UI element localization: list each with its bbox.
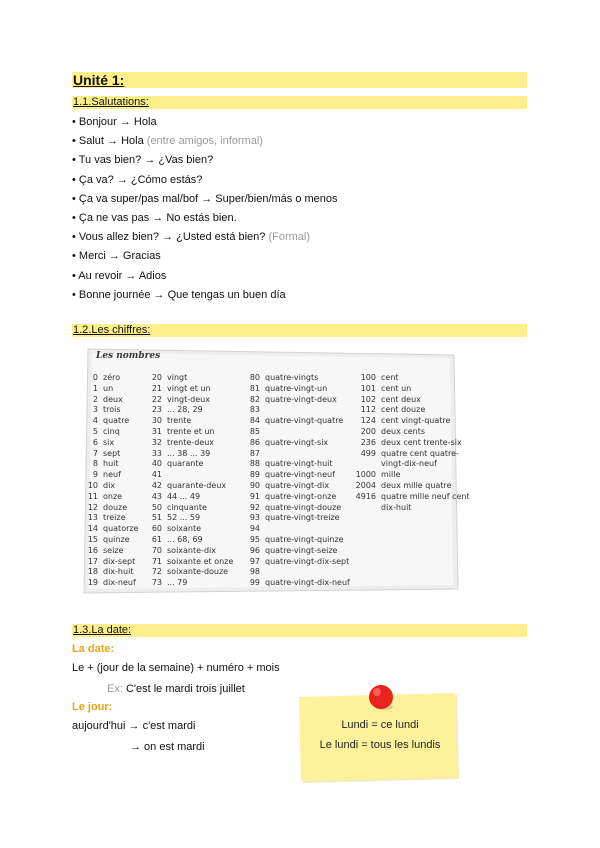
- number-word: quatre-vingt-neuf: [265, 470, 335, 480]
- number-word: soixante: [167, 524, 202, 534]
- salutation-item: [72, 192, 338, 206]
- jour-line-2: → on est mardi: [130, 741, 205, 753]
- number-row: [354, 481, 470, 492]
- number-digit: 89: [249, 470, 260, 480]
- number-row: [244, 492, 350, 503]
- section-heading-date: 1.3.La date:: [72, 624, 527, 637]
- number-digit: 236: [360, 437, 376, 447]
- number-row: [148, 503, 233, 514]
- number-row: [148, 535, 233, 546]
- number-row: [148, 524, 233, 535]
- number-word: 52 ... 59: [167, 513, 201, 523]
- number-word: huit: [103, 459, 119, 469]
- number-row: [354, 384, 470, 395]
- number-row: [244, 384, 350, 395]
- number-word: quatre-vingt-douze: [265, 502, 342, 512]
- number-row: [244, 546, 350, 557]
- number-row: [148, 470, 233, 481]
- number-row: [244, 513, 350, 524]
- number-word: treize: [103, 513, 126, 523]
- number-word: quatre-vingt-onze: [265, 491, 337, 501]
- number-digit: 80: [249, 373, 260, 382]
- number-digit: 73: [151, 578, 162, 588]
- le-jour-label: Le jour:: [72, 701, 113, 713]
- number-row: [148, 459, 233, 470]
- number-word: quatre-vingt-quatre: [265, 416, 344, 426]
- salutation-text: • Ça va super/pas mal/bof → Super/bien/más o menos: [72, 192, 338, 205]
- number-digit: 70: [151, 545, 162, 555]
- numbers-column-2: [148, 373, 233, 589]
- number-row: [82, 503, 139, 514]
- number-row: [148, 405, 233, 416]
- number-row: [354, 405, 470, 416]
- number-digit: 2: [92, 394, 98, 404]
- la-date-label: La date:: [72, 643, 115, 655]
- number-word: vingt: [167, 373, 188, 382]
- number-word: deux: [103, 394, 123, 404]
- salutation-text: • Bonjour → Hola: [72, 116, 157, 128]
- numbers-column-4: [354, 373, 470, 513]
- salutation-item: [72, 115, 157, 129]
- jour-line-1: aujourd'hui → c'est mardi: [72, 720, 196, 732]
- number-row: [148, 567, 233, 578]
- number-digit: 13: [87, 513, 98, 523]
- number-word: quatre cent quatre-: [381, 448, 459, 458]
- number-word: cinquante: [167, 502, 207, 512]
- number-digit: 83: [249, 405, 260, 415]
- number-word: quatre-vingt-six: [265, 437, 329, 447]
- date-formula: Le + (jour de la semaine) + numéro + mois: [72, 662, 280, 674]
- salutation-text: • Tu vas bien? → ¿Vas bien?: [72, 154, 214, 167]
- number-digit: 3: [92, 405, 98, 415]
- number-row: [82, 578, 139, 589]
- number-word: zéro: [103, 373, 121, 382]
- number-word: ... 28, 29: [167, 405, 203, 415]
- number-word: deux cents: [381, 426, 426, 436]
- number-digit: 102: [360, 394, 376, 404]
- number-row: [354, 503, 470, 514]
- number-row: [82, 492, 139, 503]
- number-row: [82, 395, 139, 406]
- number-row: [244, 578, 350, 589]
- number-word: cent douze: [381, 405, 426, 415]
- number-row: [148, 513, 233, 524]
- number-digit: 60: [151, 524, 162, 534]
- number-digit: 72: [151, 567, 162, 577]
- number-digit: 101: [360, 383, 376, 393]
- salutation-item: [72, 134, 263, 148]
- number-word: quatre-vingt-treize: [265, 513, 340, 523]
- number-row: [354, 416, 470, 427]
- number-word: dix-huit: [381, 502, 412, 512]
- number-digit: 19: [87, 578, 98, 588]
- number-digit: 23: [151, 405, 162, 415]
- number-row: [82, 513, 139, 524]
- number-row: [244, 416, 350, 427]
- number-digit: 87: [249, 448, 260, 458]
- number-row: [244, 427, 350, 438]
- number-row: [82, 384, 139, 395]
- number-row: [148, 578, 233, 589]
- number-digit: 17: [87, 556, 98, 566]
- number-digit: 6: [92, 437, 98, 447]
- number-word: ... 38 ... 39: [167, 448, 211, 458]
- number-row: [148, 481, 233, 492]
- number-word: cent: [381, 373, 399, 382]
- section-heading-salutations: 1.1.Salutations:: [72, 96, 527, 109]
- salutation-item: [72, 269, 166, 283]
- number-digit: 82: [249, 394, 260, 404]
- number-digit: 42: [151, 480, 162, 490]
- number-row: [354, 395, 470, 406]
- number-row: [244, 535, 350, 546]
- number-digit: 20: [151, 373, 162, 382]
- number-word: trente: [167, 416, 192, 426]
- number-word: vingt-deux: [167, 394, 210, 404]
- number-row: [354, 459, 470, 470]
- sticky-note: [299, 693, 461, 785]
- number-row: [148, 373, 233, 384]
- number-digit: 98: [249, 567, 260, 577]
- number-word: dix-sept: [103, 556, 136, 566]
- number-digit: 85: [249, 426, 260, 436]
- number-digit: 91: [249, 491, 260, 501]
- number-digit: 94: [249, 524, 260, 534]
- number-digit: 9: [92, 470, 98, 480]
- sticky-line-1: Lundi = ce lundi: [341, 719, 419, 731]
- number-row: [244, 395, 350, 406]
- number-digit: 31: [151, 426, 162, 436]
- number-digit: 41: [151, 470, 162, 480]
- number-word: douze: [103, 502, 128, 512]
- number-row: [244, 567, 350, 578]
- salutation-note: (Formal): [265, 231, 311, 244]
- number-row: [354, 438, 470, 449]
- number-row: [82, 567, 139, 578]
- salutation-text: • Vous allez bien? → ¿Usted está bien?: [72, 231, 266, 244]
- number-word: soixante-douze: [167, 567, 229, 577]
- number-word: 44 ... 49: [167, 491, 201, 501]
- number-digit: 1000: [355, 470, 376, 480]
- salutation-note: (entre amigos, informal): [143, 135, 263, 148]
- number-word: cent deux: [381, 394, 421, 404]
- number-word: quatre-vingt-huit: [265, 459, 333, 469]
- number-row: [354, 373, 470, 384]
- number-digit: 16: [87, 545, 98, 555]
- number-digit: 71: [151, 556, 162, 566]
- salutation-item: [72, 288, 286, 302]
- number-digit: 88: [249, 459, 260, 469]
- salutation-text: • Bonne journée → Que tengas un buen día: [72, 288, 286, 301]
- section-heading-chiffres: 1.2.Les chiffres:: [72, 324, 527, 337]
- number-digit: 4: [92, 416, 98, 426]
- number-word: quatre-vingt-un: [265, 383, 328, 393]
- number-word: cent vingt-quatre: [381, 416, 451, 426]
- number-digit: 61: [151, 534, 162, 544]
- number-row: [148, 427, 233, 438]
- number-row: [244, 449, 350, 460]
- number-digit: 4916: [355, 491, 376, 501]
- numbers-column-1: [82, 373, 139, 589]
- number-row: [82, 459, 139, 470]
- number-word: cinq: [103, 426, 120, 436]
- number-word: quatre-vingt-quinze: [265, 534, 344, 544]
- number-digit: 95: [249, 534, 260, 544]
- numbers-column-3: [244, 373, 350, 589]
- number-word: trois: [103, 405, 121, 415]
- number-word: dix-neuf: [103, 578, 136, 588]
- number-word: soixante et onze: [167, 556, 234, 566]
- number-row: [244, 373, 350, 384]
- number-word: deux mille quatre: [381, 480, 452, 490]
- number-digit: 100: [360, 373, 376, 382]
- number-digit: 86: [249, 437, 260, 447]
- number-row: [82, 535, 139, 546]
- number-digit: 43: [151, 491, 162, 501]
- number-digit: 8: [92, 459, 98, 469]
- number-digit: 90: [249, 480, 260, 490]
- numbers-table: [82, 345, 470, 595]
- number-row: [148, 492, 233, 503]
- number-row: [354, 470, 470, 481]
- salutation-item: [72, 173, 202, 187]
- number-digit: 99: [249, 578, 260, 588]
- salutation-text: • Salut → Hola: [72, 135, 144, 148]
- number-word: quatre mille neuf cent: [381, 491, 470, 501]
- number-row: [82, 470, 139, 481]
- salutation-item: [72, 211, 237, 225]
- salutation-text: • Ça va? → ¿Cómo estás?: [72, 173, 203, 186]
- number-row: [82, 546, 139, 557]
- number-row: [244, 470, 350, 481]
- salutation-text: • Merci → Gracias: [72, 250, 161, 263]
- salutation-item: [72, 153, 213, 167]
- number-word: quarante: [167, 459, 204, 469]
- number-word: quatorze: [103, 524, 139, 534]
- number-word: quatre-vingt-dix: [265, 480, 330, 490]
- number-digit: 21: [151, 383, 162, 393]
- number-word: quarante-deux: [167, 480, 227, 490]
- number-word: sept: [103, 448, 121, 458]
- salutation-text: • Au revoir → Adios: [72, 269, 167, 282]
- number-row: [82, 416, 139, 427]
- number-word: dix: [103, 480, 116, 490]
- number-word: soixante-dix: [167, 545, 216, 555]
- number-digit: 81: [249, 383, 260, 393]
- number-word: quatre: [103, 416, 130, 426]
- number-digit: 5: [92, 426, 98, 436]
- number-digit: 7: [92, 448, 98, 458]
- number-word: dix-huit: [103, 567, 134, 577]
- number-digit: 10: [87, 480, 98, 490]
- number-word: trente-deux: [167, 437, 214, 447]
- number-word: vingt et un: [167, 383, 211, 393]
- number-digit: 40: [151, 459, 162, 469]
- number-word: mille: [381, 470, 401, 480]
- numbers-table-title: Les nombres: [96, 351, 161, 361]
- number-digit: 2004: [355, 480, 376, 490]
- number-row: [148, 416, 233, 427]
- salutation-item: [72, 249, 161, 263]
- number-digit: 51: [151, 513, 162, 523]
- salutation-item: [72, 230, 310, 244]
- number-digit: 18: [87, 567, 98, 577]
- number-row: [244, 524, 350, 535]
- number-digit: 12: [87, 502, 98, 512]
- example-prefix: Ex:: [107, 683, 123, 695]
- number-word: quatre-vingt-dix-neuf: [265, 578, 350, 588]
- number-word: neuf: [103, 470, 121, 480]
- number-word: quinze: [103, 534, 130, 544]
- number-word: seize: [103, 545, 124, 555]
- number-digit: 1: [92, 383, 98, 393]
- number-digit: 124: [360, 416, 376, 426]
- number-row: [354, 427, 470, 438]
- number-row: [354, 449, 470, 460]
- number-row: [244, 503, 350, 514]
- number-digit: 30: [151, 416, 162, 426]
- number-digit: 93: [249, 513, 260, 523]
- number-row: [82, 449, 139, 460]
- number-row: [148, 384, 233, 395]
- number-row: [148, 395, 233, 406]
- number-word: quatre-vingt-seize: [265, 545, 338, 555]
- number-digit: 0: [92, 373, 98, 382]
- number-digit: 499: [360, 448, 376, 458]
- number-row: [148, 557, 233, 568]
- number-row: [244, 405, 350, 416]
- number-digit: 33: [151, 448, 162, 458]
- number-digit: 32: [151, 437, 162, 447]
- number-digit: 112: [360, 405, 376, 415]
- number-digit: 22: [151, 394, 162, 404]
- push-pin-icon: [363, 681, 403, 717]
- number-row: [148, 438, 233, 449]
- number-row: [244, 438, 350, 449]
- number-row: [354, 492, 470, 503]
- number-word: ... 79: [167, 578, 188, 588]
- number-row: [82, 438, 139, 449]
- number-word: six: [103, 437, 115, 447]
- example-text: C'est le mardi trois juillet: [122, 683, 245, 695]
- salutation-text: • Ça ne vas pas → No estás bien.: [72, 212, 237, 224]
- number-word: ... 68, 69: [167, 534, 203, 544]
- unit-title: Unité 1:: [72, 72, 527, 88]
- number-row: [82, 524, 139, 535]
- number-digit: 15: [87, 534, 98, 544]
- number-word: deux cent trente-six: [381, 437, 462, 447]
- number-row: [82, 373, 139, 384]
- number-row: [244, 481, 350, 492]
- number-word: cent un: [381, 383, 412, 393]
- number-word: onze: [103, 491, 123, 501]
- number-word: trente et un: [167, 426, 215, 436]
- number-word: quatre-vingts: [265, 373, 319, 382]
- number-row: [244, 557, 350, 568]
- number-digit: 84: [249, 416, 260, 426]
- number-row: [82, 481, 139, 492]
- number-word: vingt-dix-neuf: [381, 459, 437, 469]
- number-digit: 92: [249, 502, 260, 512]
- number-word: un: [103, 383, 114, 393]
- number-digit: 200: [360, 426, 376, 436]
- number-row: [82, 427, 139, 438]
- number-row: [82, 557, 139, 568]
- number-digit: 96: [249, 545, 260, 555]
- sticky-line-2: Le lundi = tous les lundis: [319, 739, 441, 751]
- number-row: [148, 546, 233, 557]
- number-digit: 50: [151, 502, 162, 512]
- number-digit: 11: [87, 491, 98, 501]
- number-row: [244, 459, 350, 470]
- number-row: [82, 405, 139, 416]
- number-digit: 97: [249, 556, 260, 566]
- number-row: [148, 449, 233, 460]
- number-digit: 14: [87, 524, 98, 534]
- number-word: quatre-vingt-dix-sept: [265, 556, 350, 566]
- date-example: [107, 682, 245, 696]
- number-word: quatre-vingt-deux: [265, 394, 337, 404]
